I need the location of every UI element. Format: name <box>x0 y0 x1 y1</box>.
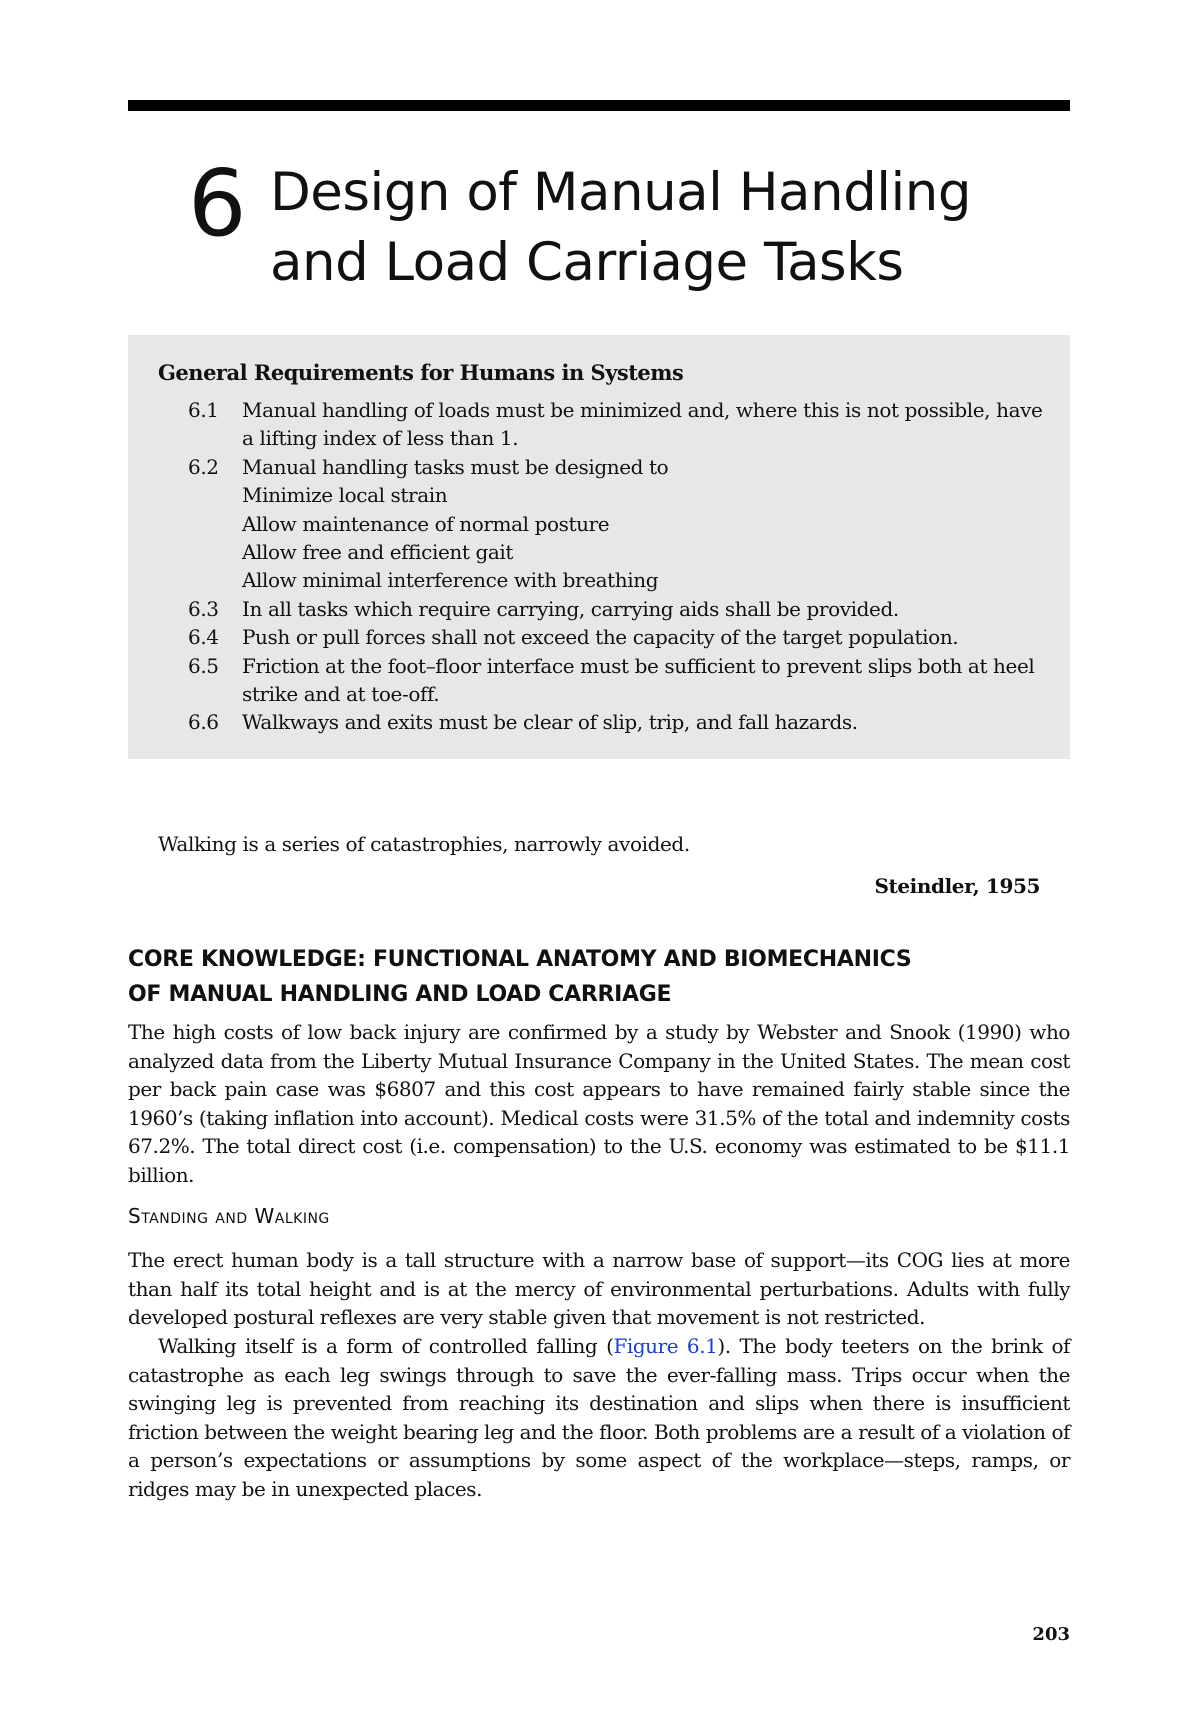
requirement-line: In all tasks which require carrying, carrying aids shall be provided. <box>242 596 899 621</box>
requirement-line: Push or pull forces shall not exceed the capacity of the target population. <box>242 625 959 650</box>
section-heading-line-1: CORE KNOWLEDGE: FUNCTIONAL ANATOMY AND BIOMECHANICS <box>128 947 912 972</box>
requirement-line: Allow free and efficient gait <box>242 540 514 565</box>
requirement-item <box>188 453 1048 595</box>
section-heading <box>128 942 1070 1012</box>
figure-link[interactable]: Figure 6.1 <box>613 1334 718 1358</box>
requirement-line: Walkways and exits must be clear of slip, trip, and fall hazards. <box>242 710 858 735</box>
body-paragraph <box>128 1332 1070 1504</box>
requirement-number: 6.6 <box>188 710 219 735</box>
requirement-number: 6.4 <box>188 625 219 650</box>
requirement-item <box>188 623 1048 651</box>
requirement-line: Minimize local strain <box>242 483 448 508</box>
paragraph-text: ). The body teeters on the brink of catastrophe as each leg swings through to save the ever-falling mass. Trips occur when the swinging leg is prevented from reaching its destination and slips when there is insufficient friction between the weight bearing leg and the floor. Both problems are a result of a violation of a person’s expectations or assumptions by some aspect of the workplace—steps, ramps, or ridges may be in unexpected places. <box>128 1334 1070 1501</box>
requirement-number: 6.5 <box>188 653 219 678</box>
requirements-list <box>188 396 1048 737</box>
section-heading-line-2: OF MANUAL HANDLING AND LOAD CARRIAGE <box>128 982 672 1007</box>
requirement-text <box>242 652 1048 709</box>
page-number: 203 <box>1032 1624 1070 1645</box>
requirements-heading: General Requirements for Humans in Systems <box>158 360 684 385</box>
chapter-number: 6 <box>188 150 247 257</box>
paragraph-text: Walking itself is a form of controlled falling ( <box>158 1334 614 1358</box>
requirement-item <box>188 595 1048 623</box>
epigraph-attribution: Steindler, 1955 <box>874 874 1040 898</box>
subsection-heading: Standing and Walking <box>128 1204 330 1228</box>
requirement-text <box>242 595 1048 623</box>
requirement-line: Friction at the foot–floor interface must be sufficient to prevent slips both at heel <box>242 653 1035 678</box>
requirement-text <box>242 623 1048 651</box>
requirement-line: Manual handling of loads must be minimized and, where this is not possible, have <box>242 398 1043 422</box>
requirement-text <box>242 396 1048 453</box>
requirement-line: Allow maintenance of normal posture <box>242 511 610 536</box>
body-paragraph: The high costs of low back injury are confirmed by a study by Webster and Snook (1990) who analyzed data from the Liberty Mutual Insurance Company in the United States. The mean cost per back pain case was $6807 and this cost appears to have remained fairly stable since the 1960’s (taking inflation into account). Medical costs were 31.5% of the total and indemnity costs 67.2%. The total direct cost (i.e. compensation) to the U.S. economy was estimated to be $11.1 billion. <box>128 1020 1070 1187</box>
requirement-text <box>242 708 1048 736</box>
requirement-number: 6.1 <box>188 398 219 422</box>
chapter-title-line-1: Design of Manual Handling <box>270 162 971 223</box>
requirement-number: 6.2 <box>188 454 219 479</box>
epigraph-quote: Walking is a series of catastrophies, narrowly avoided. <box>158 832 690 856</box>
requirement-line: strike and at toe-off. <box>242 682 440 707</box>
requirement-item <box>188 708 1048 736</box>
requirement-line: Allow minimal interference with breathing <box>242 568 659 593</box>
top-rule <box>128 100 1070 111</box>
chapter-title <box>270 158 971 298</box>
requirement-text <box>242 453 1048 595</box>
requirement-item <box>188 652 1048 709</box>
chapter-title-line-2: and Load Carriage Tasks <box>270 232 904 293</box>
requirement-number: 6.3 <box>188 596 219 621</box>
requirement-item <box>188 396 1048 453</box>
body-paragraph: The erect human body is a tall structure with a narrow base of support—its COG lies at more than half its total height and is at the mercy of environmental perturbations. Adults with fully developed postural reflexes are very stable given that movement is not restricted. <box>128 1248 1070 1330</box>
requirement-line: Manual handling tasks must be designed to <box>242 454 669 479</box>
requirement-line: a lifting index of less than 1. <box>242 426 519 451</box>
